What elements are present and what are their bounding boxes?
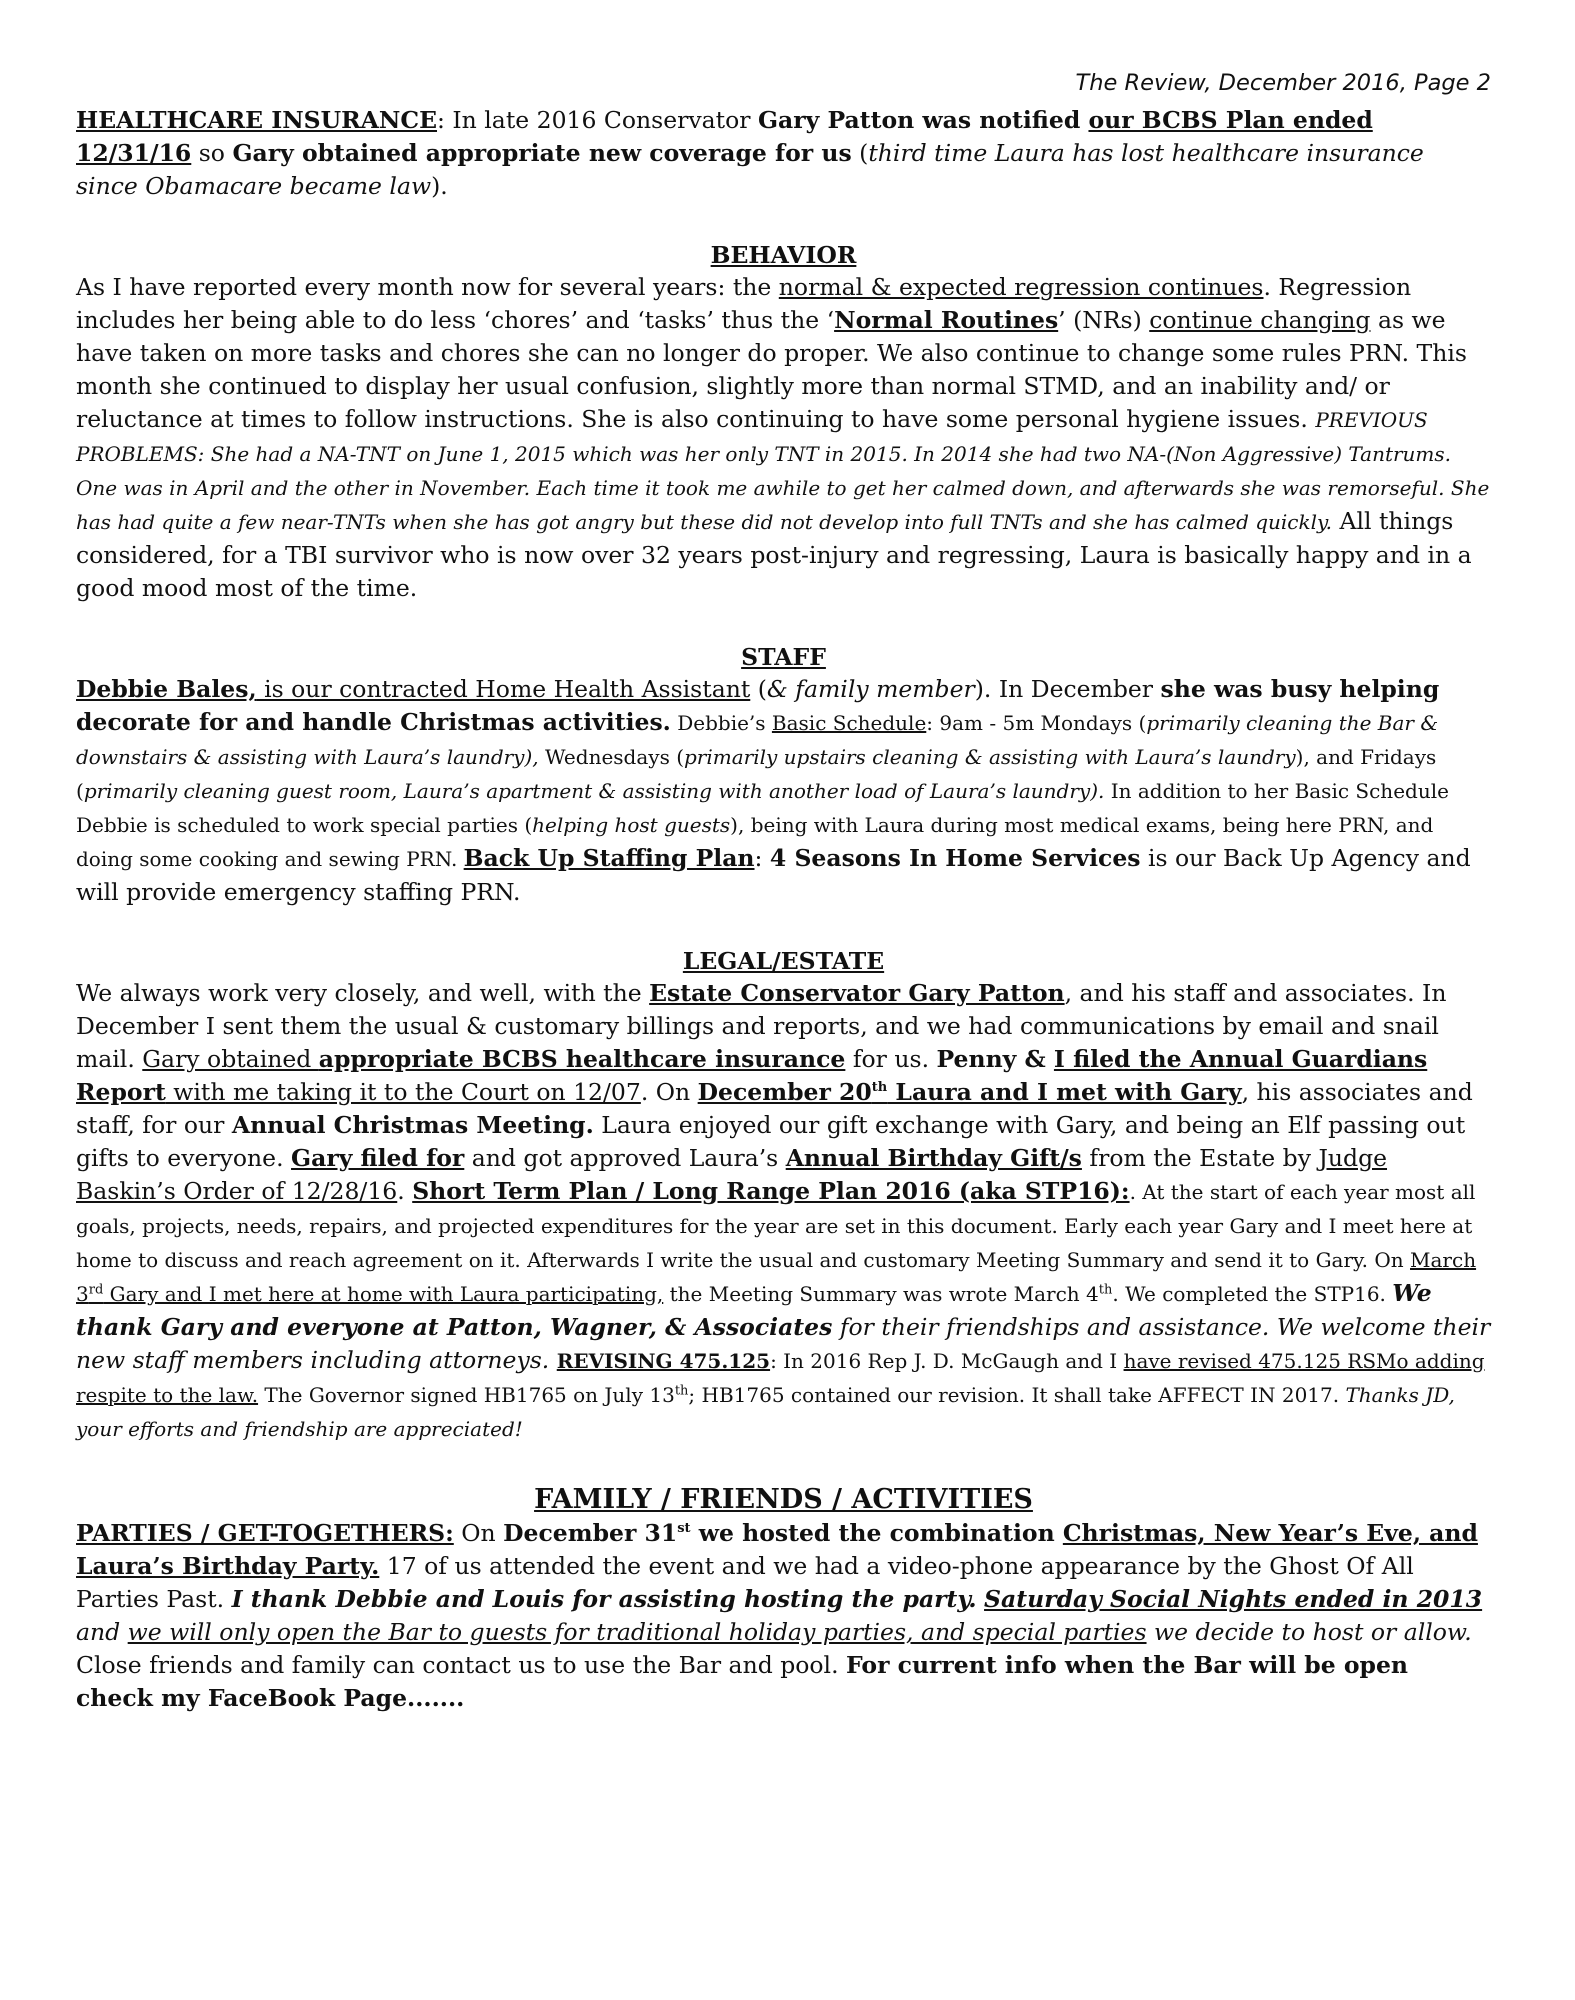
spacer (76, 909, 1491, 947)
spacer (76, 1446, 1491, 1484)
behavior-heading: BEHAVIOR (710, 241, 857, 269)
staff-paragraph: Debbie Bales, is our contracted Home Health Assistant (& family member). In December she was busy helping decorate for and handle Christmas activities. Debbie’s Basic Schedule: 9am - 5m Mondays (primarily cleaning the Bar & downstairs & assisting with Laura’s laundry), Wednesdays (primarily upstairs cleaning & assisting with Laura’s laundry), and Fridays (primarily cleaning guest room, Laura’s apartment & assisting with another load of Laura’s laundry). In addition to her Basic Schedule Debbie is scheduled to work special parties (helping host guests), being with Laura during most medical exams, being here PRN, and doing some cooking and sewing PRN. Back Up Staffing Plan: 4 Seasons In Home Services is our Back Up Agency and will provide emergency staffing PRN. (76, 675, 1471, 906)
family-heading: FAMILY / FRIENDS / ACTIVITIES (534, 1484, 1033, 1515)
document-page (76, 70, 1491, 1715)
spacer (76, 605, 1491, 643)
spacer (76, 203, 1491, 241)
healthcare-paragraph: HEALTHCARE INSURANCE: In late 2016 Conservator Gary Patton was notified our BCBS Plan ended 12/31/16 so Gary obtained appropriate new coverage for us (third time Laura has lost healthcare insurance since Obamacare became law). (76, 106, 1424, 200)
legal-paragraph: We always work very closely, and well, with the Estate Conservator Gary Patton, and his staff and associates. In December I sent them the usual & customary billings and reports, and we had communications by email and snail mail. Gary obtained appropriate BCBS healthcare insurance for us. Penny & I filed the Annual Guardians Report with me taking it to the Court on 12/07. On December 20th Laura and I met with Gary, his associates and staff, for our Annual Christmas Meeting. Laura enjoyed our gift exchange with Gary, and being an Elf passing out gifts to everyone. Gary filed for and got approved Laura’s Annual Birthday Gift/s from the Estate by Judge Baskin’s Order of 12/28/16. Short Term Plan / Long Range Plan 2016 (aka STP16):. At the start of each year most all goals, projects, needs, repairs, and projected expenditures for the year are set in this document. Early each year Gary and I meet here at home to discuss and reach agreement on it. Afterwards I write the usual and customary Meeting Summary and send it to Gary. On March 3rd Gary and I met here at home with Laura participating, the Meeting Summary was wrote March 4th. We completed the STP16. We thank Gary and everyone at Patton, Wagner, & Associates for their friendships and assistance. We welcome their new staff members including attorneys. REVISING 475.125: In 2016 Rep J. D. McGaugh and I have revised 475.125 RSMo adding respite to the law. The Governor signed HB1765 on July 13th; HB1765 contained our revision. It shall take AFFECT IN 2017. Thanks JD, your efforts and friendship are appreciated! (76, 979, 1491, 1441)
healthcare-heading: HEALTHCARE INSURANCE (76, 106, 438, 134)
behavior-paragraph: As I have reported every month now for several years: the normal & expected regression continues. Regression includes her being able to do less ‘chores’ and ‘tasks’ thus the ‘Normal Routines’ (NRs) continue changing as we have taken on more tasks and chores she can no longer do proper. We also continue to change some rules PRN. This month she continued to display her usual confusion, slightly more than normal STMD, and an inability and/ or reluctance at times to follow instructions. She is also continuing to have some personal hygiene issues. PREVIOUS PROBLEMS: She had a NA-TNT on June 1, 2015 which was her only TNT in 2015. In 2014 she had two NA-(Non Aggressive) Tantrums. One was in April and the other in November. Each time it took me awhile to get her calmed down, and afterwards she was remorseful. She has had quite a few near-TNTs when she has got angry but these did not develop into full TNTs and she has calmed quickly. All things considered, for a TBI survivor who is now over 32 years post-injury and regressing, Laura is basically happy and in a good mood most of the time. (76, 273, 1490, 602)
staff-heading: STAFF (741, 643, 826, 671)
legal-heading: LEGAL/ESTATE (682, 947, 885, 975)
family-paragraph: PARTIES / GET-TOGETHERS: On December 31st we hosted the combination Christmas, New Year’s Eve, and Laura’s Birthday Party. 17 of us attended the event and we had a video-phone appearance by the Ghost Of All Parties Past. I thank Debbie and Louis for assisting hosting the party. Saturday Social Nights ended in 2013 and we will only open the Bar to guests for traditional holiday parties, and special parties we decide to host or allow. Close friends and family can contact us to use the Bar and pool. For current info when the Bar will be open check my FaceBook Page....... (76, 1519, 1483, 1712)
page-header: The Review, December 2016, Page 2 (1075, 70, 1491, 96)
